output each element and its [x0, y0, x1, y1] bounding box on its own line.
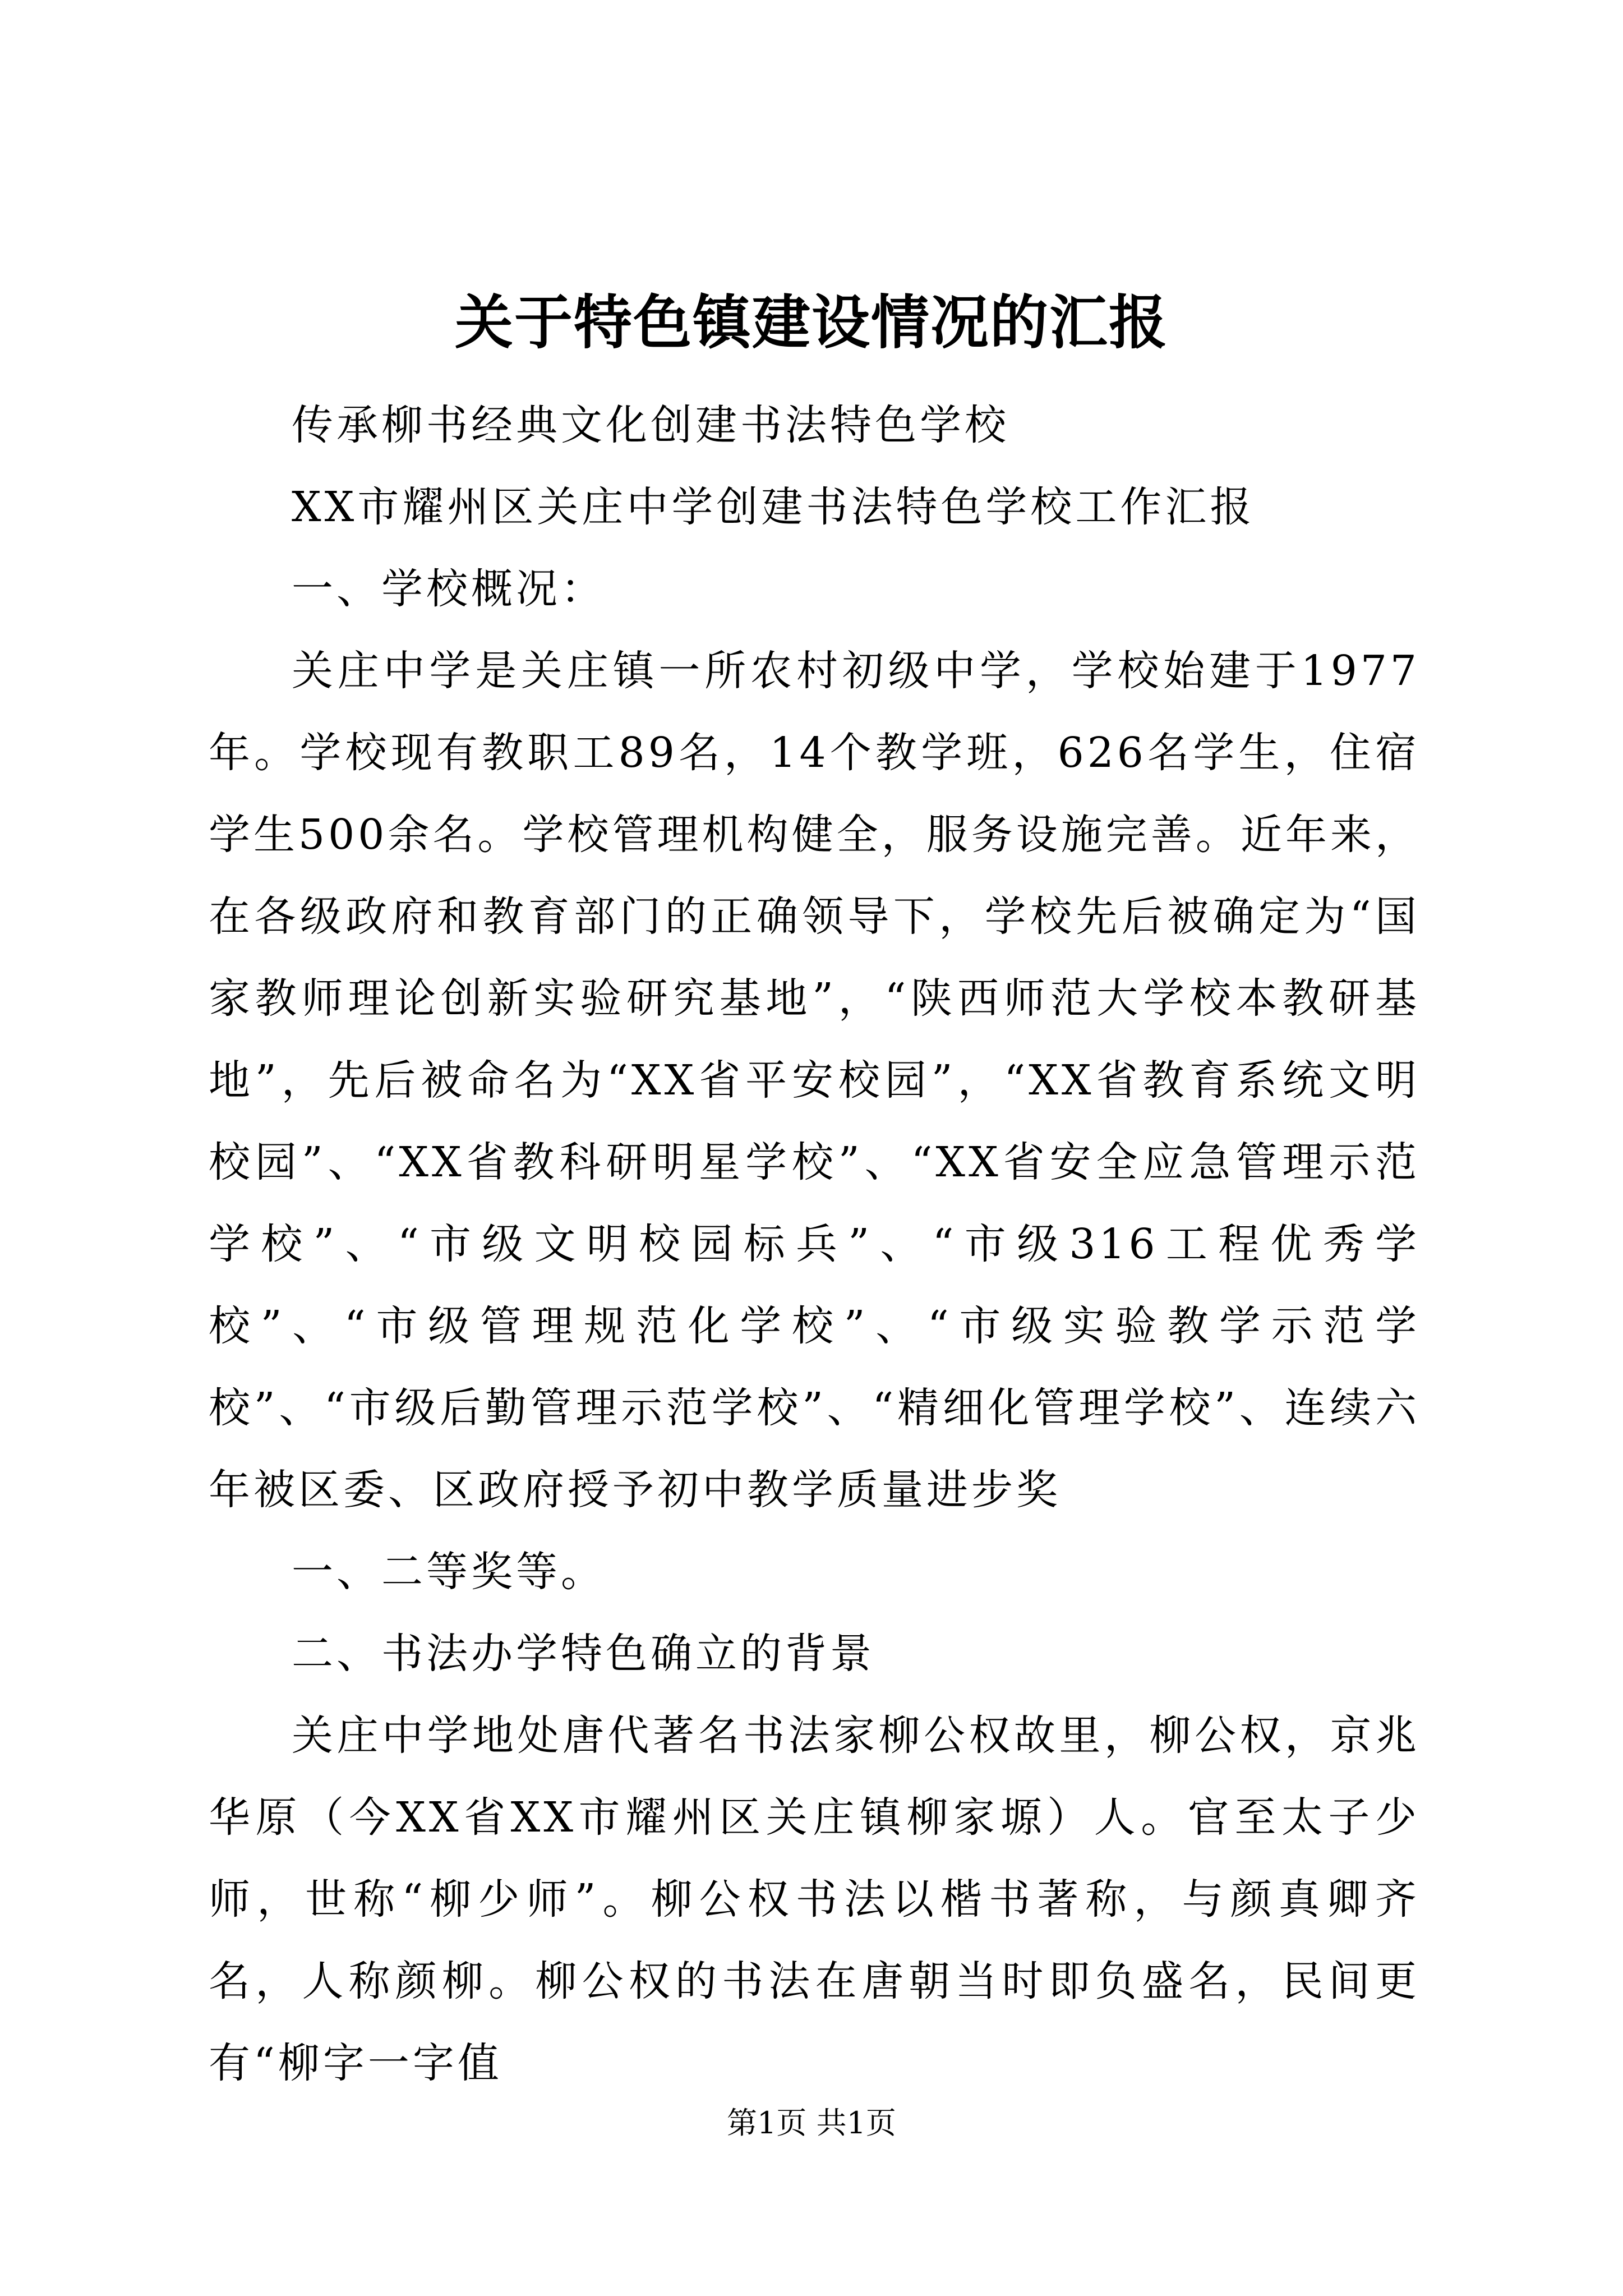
background-paragraph: 关庄中学地处唐代著名书法家柳公权故里，柳公权，京兆华原（今XX省XX市耀州区关庄镇柳家塬）人。官至太子少师，世称“柳少师”。柳公权书法以楷书著称，与颜真卿齐名，人称颜柳。柳公权的书法在唐朝当时即负盛名，民间更有“柳字一字值 [209, 1711, 1420, 2087]
page-number-footer: 第1页 共1页 [727, 2105, 896, 2141]
document-body [209, 384, 1420, 2104]
report-heading-paragraph: XX市耀州区关庄中学创建书法特色学校工作汇报 [292, 483, 1255, 531]
school-overview-paragraph: 关庄中学是关庄镇一所农村初级中学，学校始建于1977年。学校现有教职工89名，14个教学班，626名学生，住宿学生500余名。学校管理机构健全，服务设施完善。近年来，在各级政府和教育部门的正确领导下，学校先后被确定为“国家教师理论创新实验研究基地”，“陕西师范大学校本教研基地”，先后被命名为“XX省平安校园”，“XX省教育系统文明校园”、“XX省教科研明星学校”、“XX省安全应急管理示范学校”、“市级文明校园标兵”、“市级316工程优秀学校”、“市级管理规范化学校”、“市级实验教学示范学校”、“市级后勤管理示范学校”、“精细化管理学校”、连续六年被区委、区政府授予初中教学质量进步奖 [209, 647, 1420, 1514]
section-heading-background: 二、书法办学特色确立的背景 [292, 1630, 875, 1678]
awards-continuation-paragraph: 一、二等奖等。 [292, 1548, 606, 1596]
section-heading-overview: 一、学校概况： [292, 565, 606, 613]
subtitle-paragraph: 传承柳书经典文化创建书法特色学校 [292, 401, 1009, 449]
document-title: 关于特色镇建设情况的汇报 [454, 288, 1168, 357]
